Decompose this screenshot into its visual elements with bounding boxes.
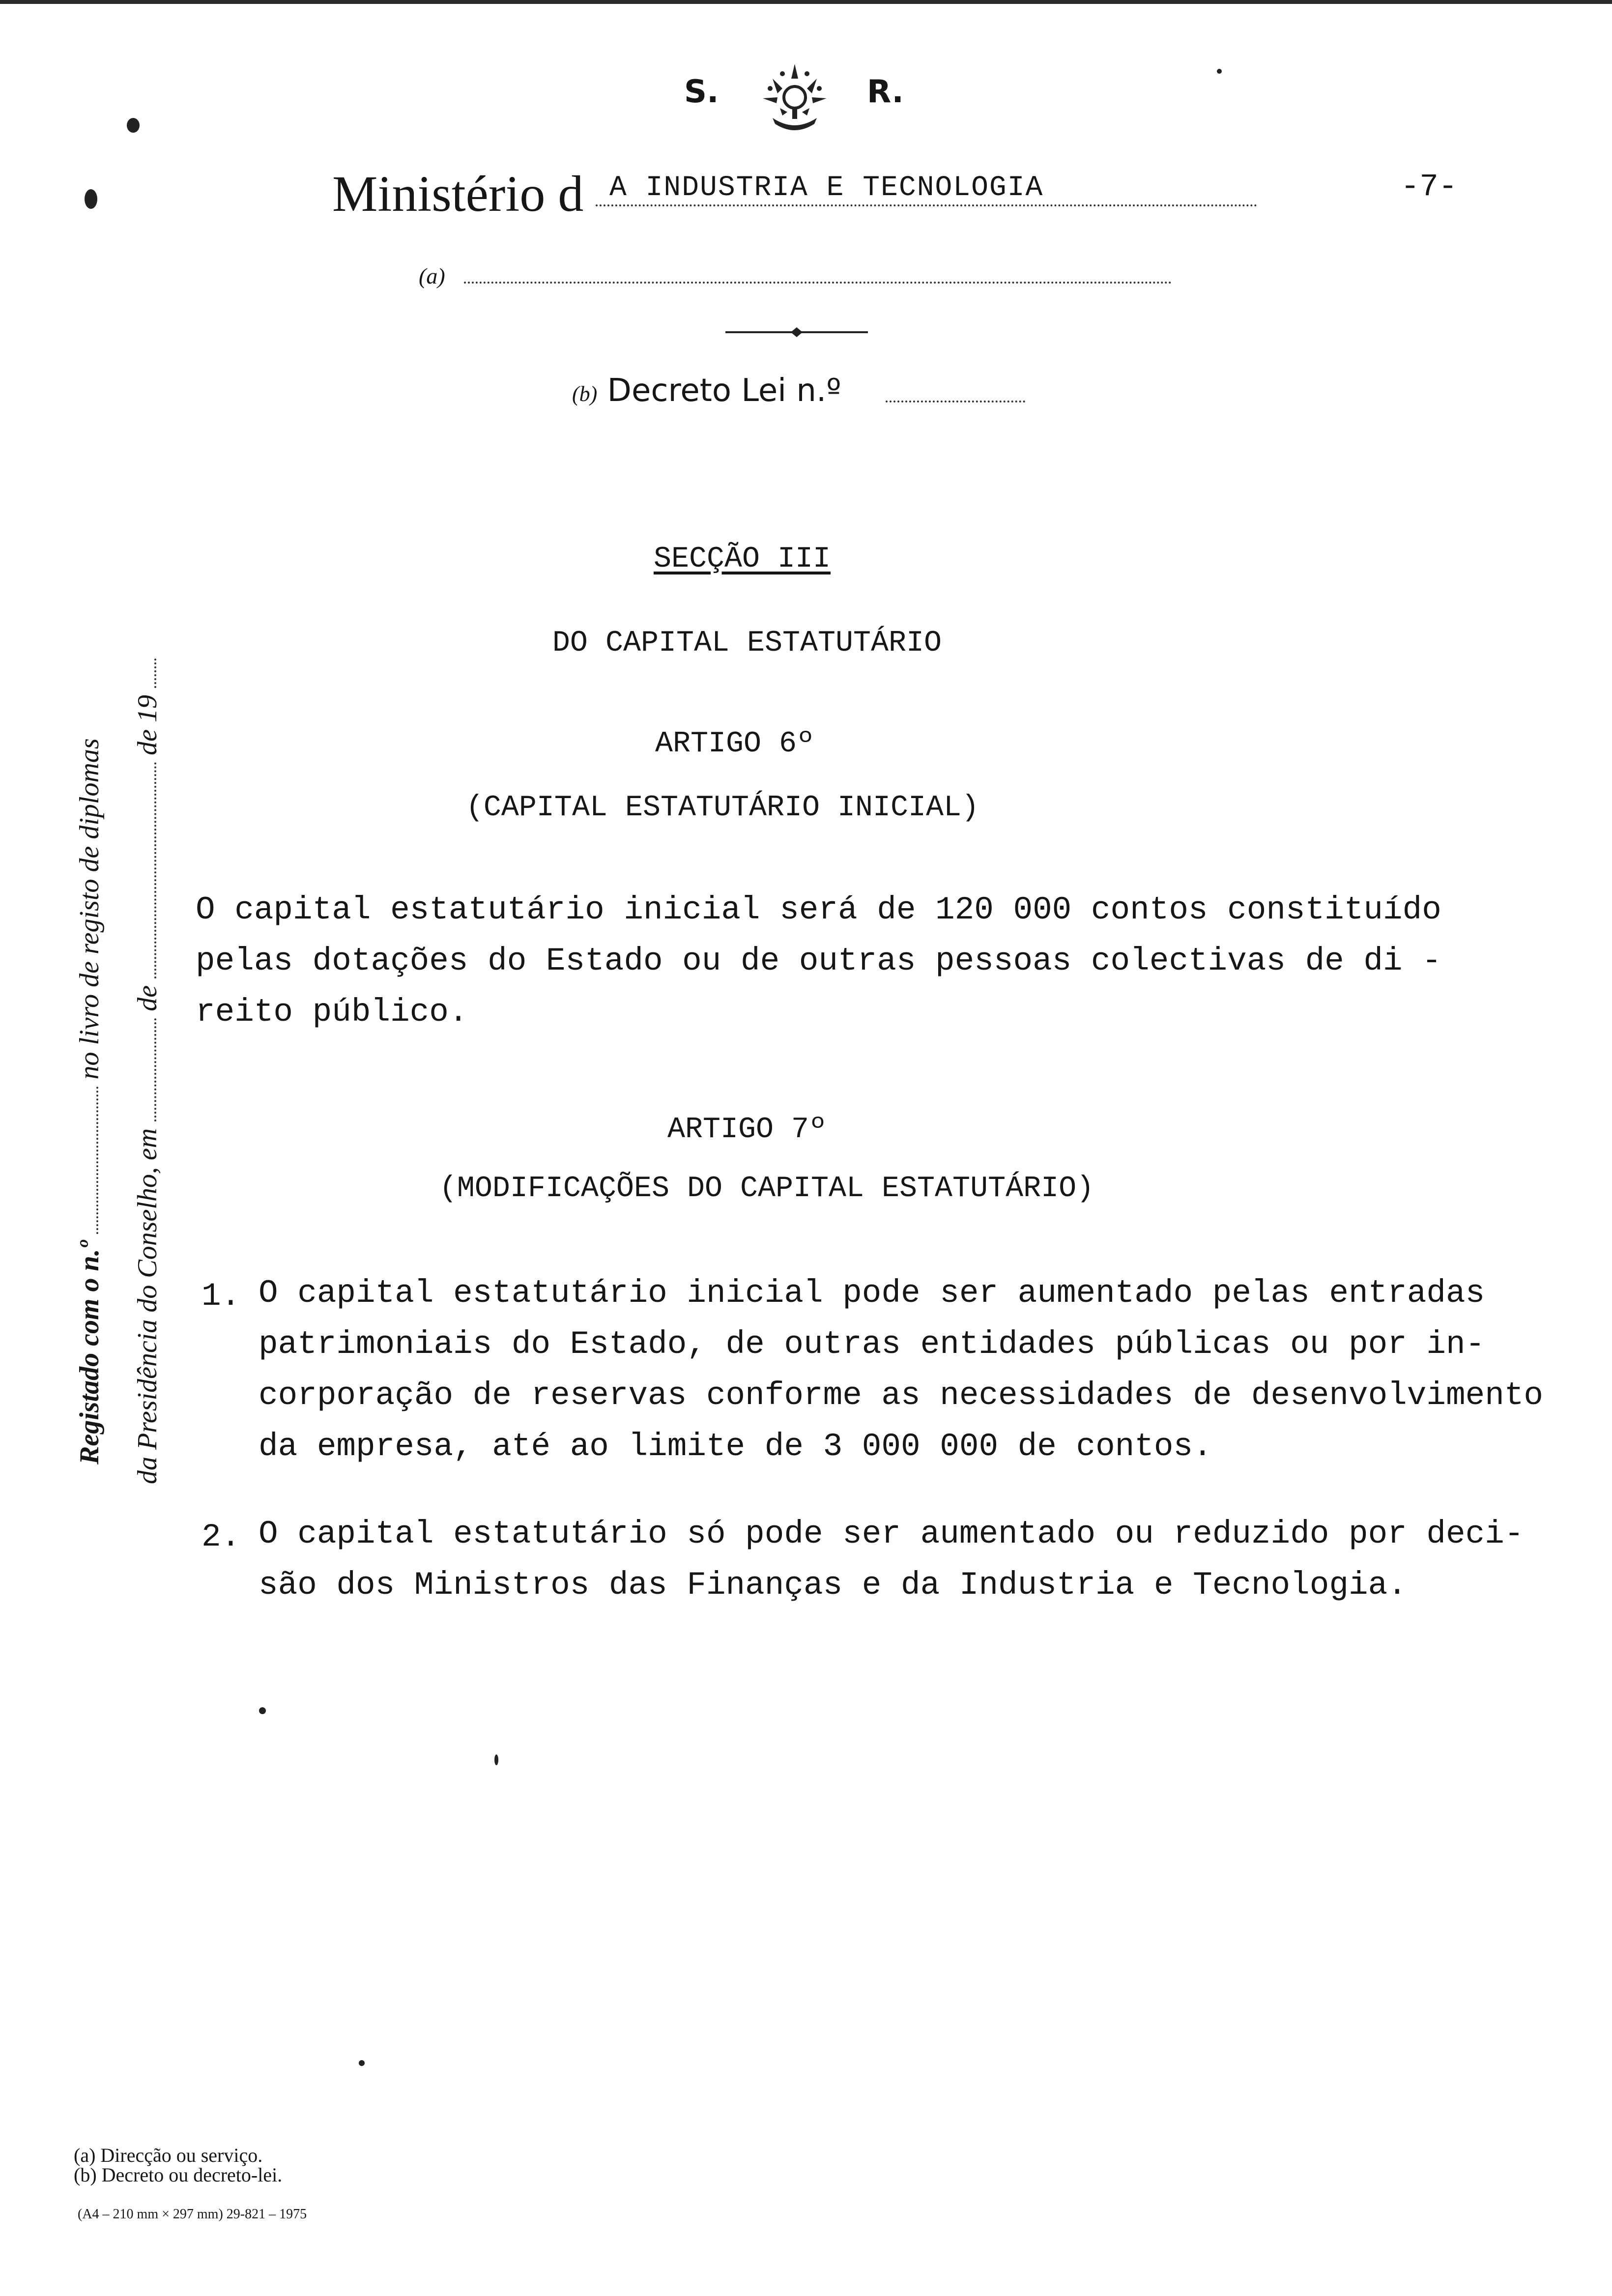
ministry-title: Ministério d <box>332 166 584 222</box>
margin-presidency-label: da Presidência do Conselho, em <box>132 1128 163 1484</box>
item-1-number: 1. <box>202 1278 241 1315</box>
paragraph-line: da empresa, até ao limite de 3 000 000 de contos. <box>259 1428 1212 1465</box>
scan-speck <box>259 1707 266 1714</box>
paragraph-line: O capital estatutário só pode ser aumentado ou reduzido por deci- <box>259 1516 1524 1552</box>
margin-de-label: de <box>132 985 163 1011</box>
scan-speck <box>85 189 97 209</box>
ministry-name-field: A INDUSTRIA E TECNOLOGIA <box>609 172 1044 204</box>
field-a-label: (a) <box>419 263 445 288</box>
paper-format-note: (A4 – 210 mm × 297 mm) 29-821 – 1975 <box>78 2207 307 2222</box>
header-r-letter: R. <box>867 74 904 110</box>
article-6-paragraph <box>196 885 1441 1038</box>
top-edge-rule <box>0 0 1612 4</box>
margin-registered-label: Registado com o n.º <box>74 1240 105 1464</box>
paragraph-line: O capital estatutário inicial será de 120 000 contos constituído <box>196 891 1441 928</box>
footnote-b: (b) Decreto ou decreto-lei. <box>74 2164 283 2186</box>
decree-label <box>572 373 841 409</box>
paragraph-line: são dos Ministros das Finanças e da Industria e Tecnologia. <box>259 1567 1407 1604</box>
paragraph-line: corporação de reservas conforme as necessidades de desenvolvimento <box>259 1377 1544 1414</box>
article-7-title: ARTIGO 7º <box>667 1113 827 1147</box>
paragraph-line: pelas dotações do Estado ou de outras pessoas colectivas de di - <box>196 943 1441 979</box>
scan-speck <box>127 118 140 133</box>
paragraph-line: patrimoniais do Estado, de outras entidades públicas ou por in- <box>259 1326 1485 1363</box>
decree-text: Decreto Lei n.º <box>607 373 841 409</box>
margin-dotted-blank <box>154 762 156 978</box>
page-number: -7- <box>1401 170 1458 205</box>
scan-speck <box>1217 69 1222 74</box>
article-7-item-2 <box>259 1509 1524 1611</box>
margin-registration-line-2 <box>132 659 163 1484</box>
decree-dotted-line <box>886 401 1025 402</box>
field-a-dotted-line <box>464 282 1172 284</box>
section-title: SECÇÃO III <box>653 543 831 576</box>
scan-speck <box>359 2060 365 2066</box>
margin-dotted-blank <box>154 659 156 688</box>
diamond-divider-ornament-icon <box>725 326 868 338</box>
scan-speck <box>494 1754 498 1765</box>
article-7-item-1 <box>259 1268 1543 1472</box>
header-s-letter: S. <box>684 74 719 110</box>
margin-dotted-blank <box>154 1018 156 1121</box>
footnote-a: (a) Direcção ou serviço. <box>74 2144 263 2166</box>
chapter-title: DO CAPITAL ESTATUTÁRIO <box>552 627 942 660</box>
margin-dotted-blank <box>96 1087 98 1234</box>
margin-book-label: no livro de registo de diplomas <box>74 738 105 1080</box>
margin-registration-line-1 <box>74 738 105 1464</box>
margin-year-label: de 19 <box>132 695 163 755</box>
paragraph-line: reito público. <box>196 994 468 1031</box>
ministry-dotted-line <box>596 204 1257 206</box>
coat-of-arms-emblem-icon <box>743 59 846 138</box>
paragraph-line: O capital estatutário inicial pode ser aumentado pelas entradas <box>259 1275 1485 1312</box>
decree-b-prefix: (b) <box>572 382 598 406</box>
article-6-subtitle: (CAPITAL ESTATUTÁRIO INICIAL) <box>465 791 979 825</box>
item-2-number: 2. <box>202 1519 241 1555</box>
article-6-title: ARTIGO 6º <box>655 727 815 761</box>
article-7-subtitle: (MODIFICAÇÕES DO CAPITAL ESTATUTÁRIO) <box>439 1172 1094 1205</box>
